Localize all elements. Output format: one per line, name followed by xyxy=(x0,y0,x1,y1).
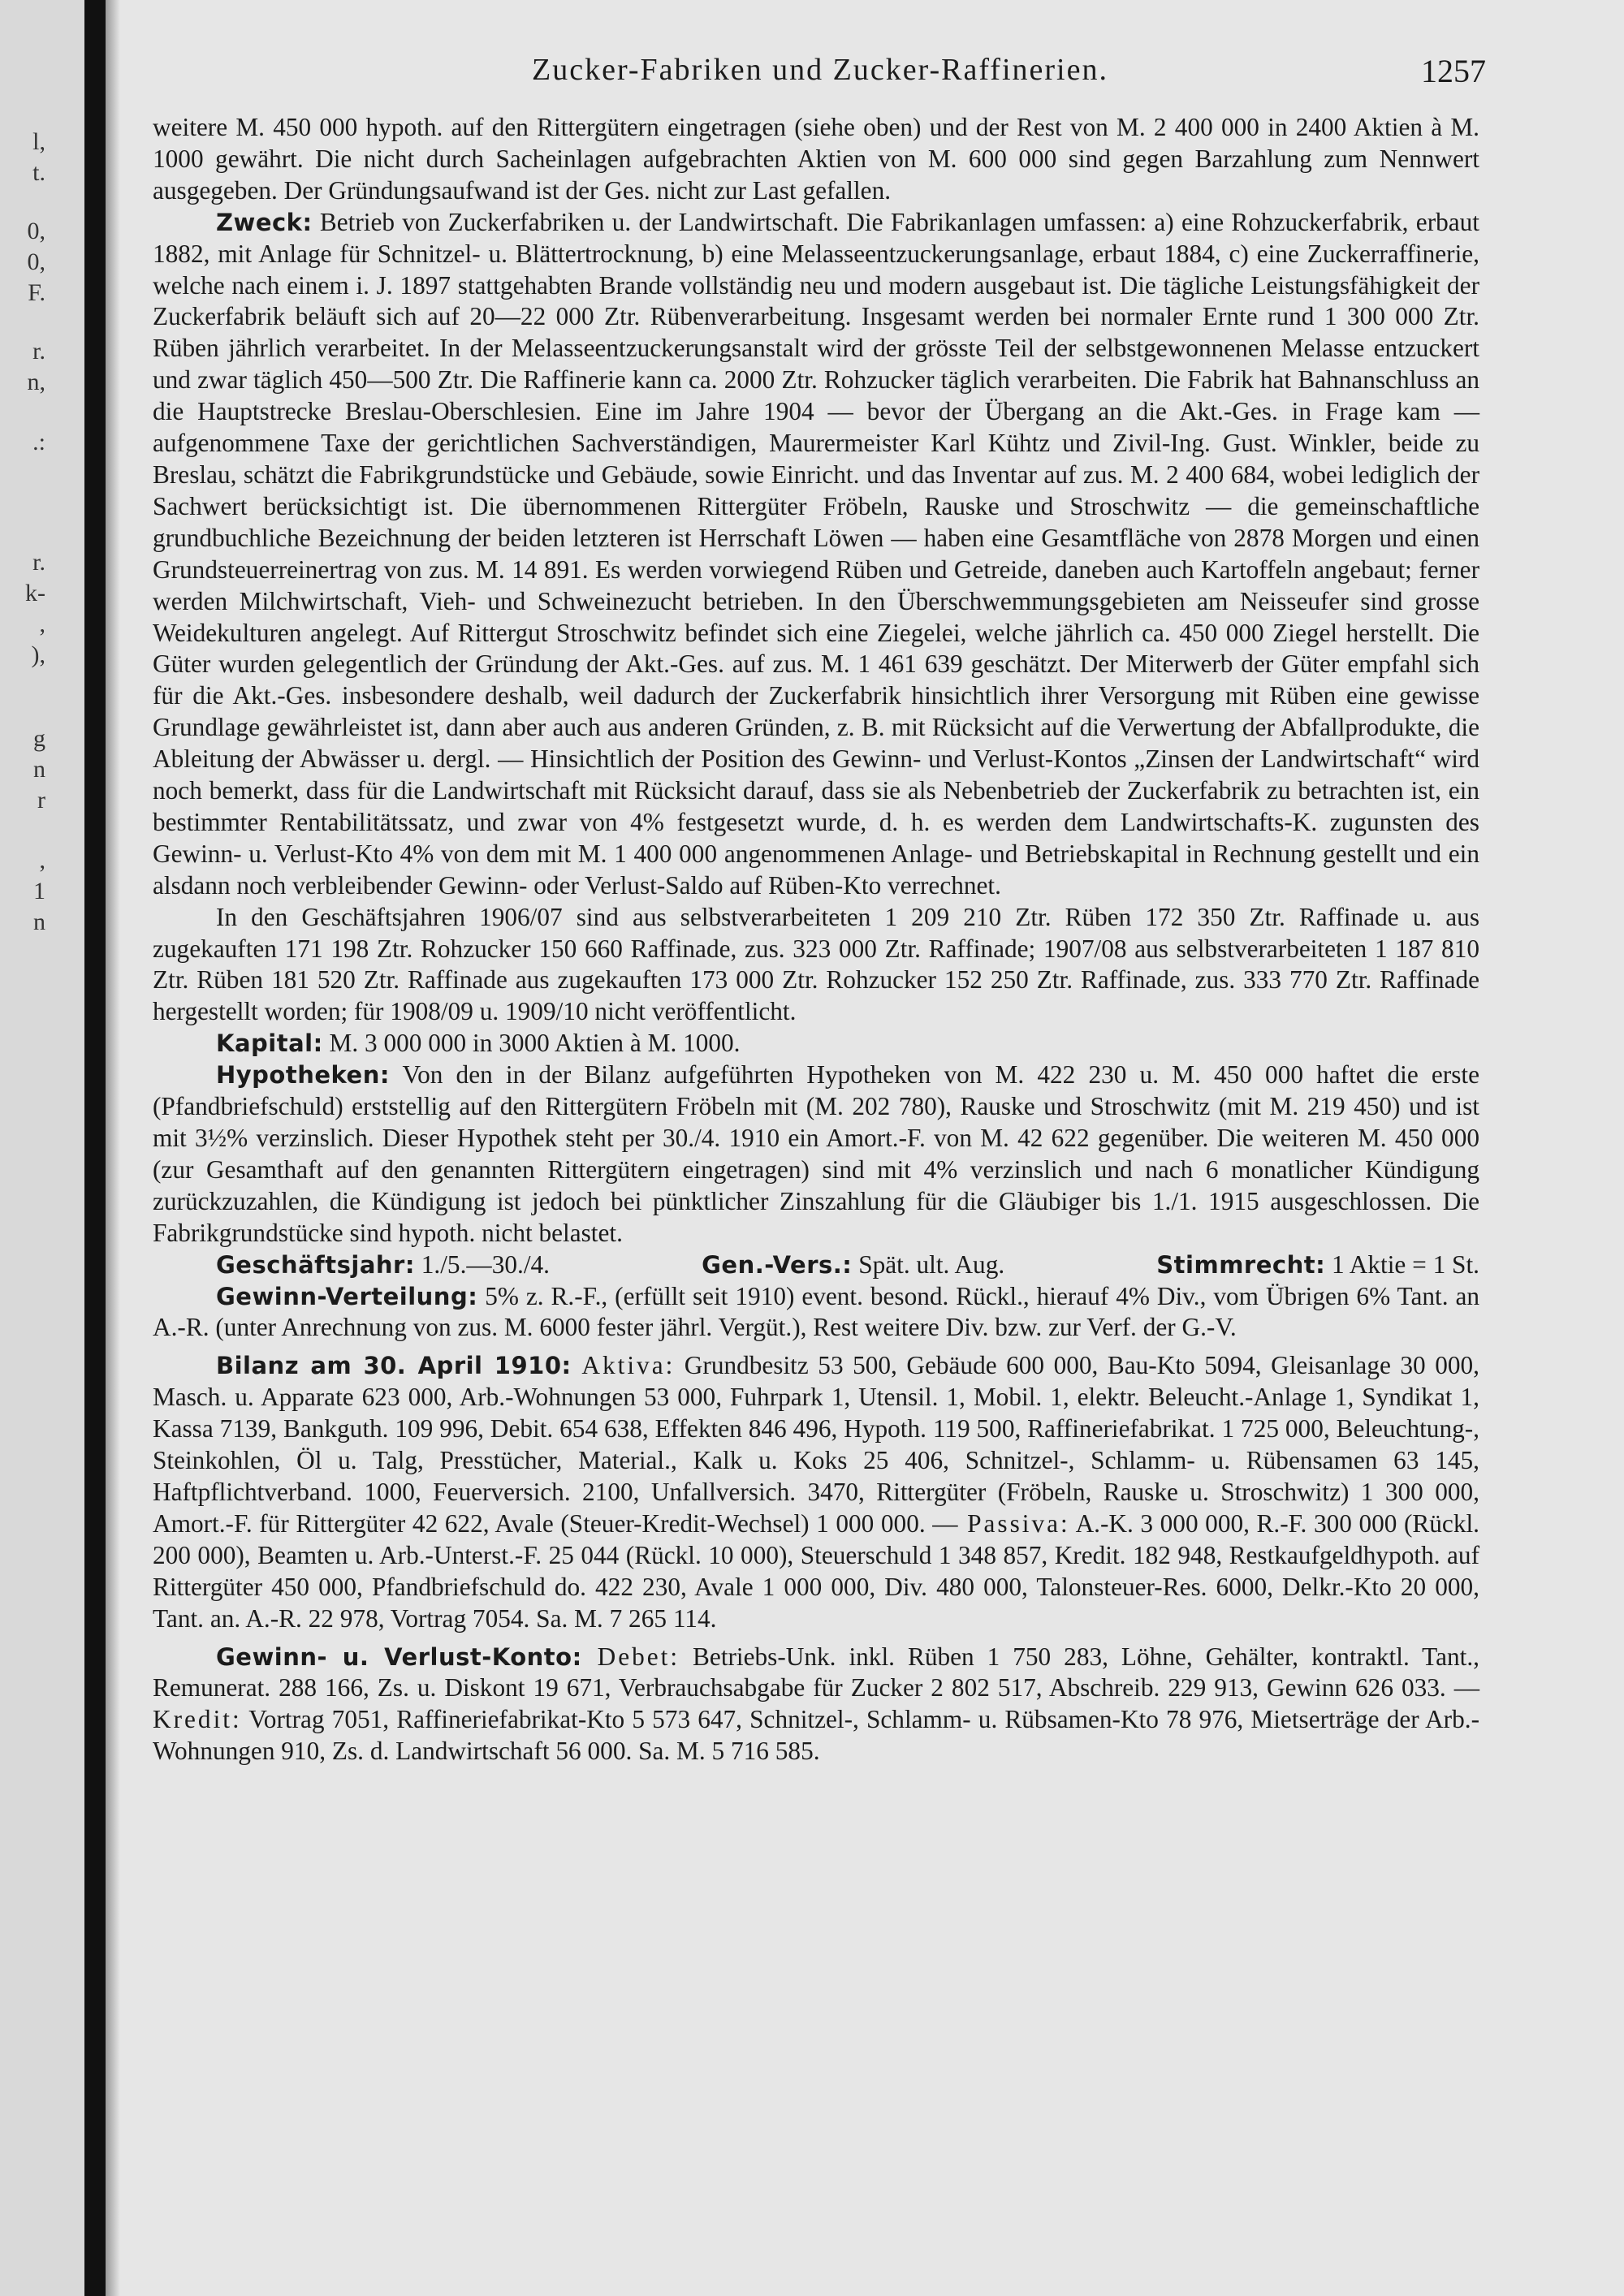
page-body xyxy=(153,112,1479,1767)
gutter-fragment: n xyxy=(33,756,45,783)
geschaeftsjahr-label: Geschäftsjahr: xyxy=(216,1250,415,1279)
paragraph-zweck: Zweck: Betrieb von Zuckerfabriken u. der Landwirtschaft. Die Fabrikanlagen umfassen: a) eine Rohzuckerfabrik, erbaut 1882, mit Anlage für Schnitzel- u. Blättertrocknung, b) eine Melasseentzuckerungsanlage, erbaut 1884, c) eine Zuckerraffinerie, welche nach einem i. J. 1897 stattgehabten Brande vollständig neu und modern ausgebaut ist. Die tägliche Leistungsfähigkeit der Zuckerfabrik beläuft sich auf 20—22 000 Ztr. Rübenverarbeitung. Insgesamt werden bei normaler Ernte rund 1 300 000 Ztr. Rüben jährlich verarbeitet. In der Melasseentzuckerungsanstalt wird der grösste Teil der selbstgewonnenen Melasse entzuckert und zwar täglich 450—500 Ztr. Die Raffinerie kann ca. 2000 Ztr. Rohzucker täglich verarbeiten. Die Fabrik hat Bahnanschluss an die Hauptstrecke Breslau-Oberschlesien. Eine im Jahre 1904 — bevor der Übergang an die Akt.-Ges. in Frage kam — aufgenommene Taxe der gerichtlichen Sachverständigen, Maurermeister Karl Kühtz und Zivil-Ing. Gust. Winkler, beide zu Breslau, schätzt die Fabrikgrundstücke und Gebäude, sowie Einricht. und das Inventar auf zus. M. 2 400 684, wobei lediglich der Sachwert berücksichtigt ist. Die übernommenen Rittergüter Fröbeln, Rauske und Stroschwitz — die gemeinschaftliche grundbuchliche Bezeichnung der beiden letzteren ist Herrschaft Löwen — haben eine Gesamtfläche von 2878 Morgen und einen Grundsteuerreinertrag von zus. M. 14 891. Es werden vorwiegend Rüben und Getreide, daneben auch Kartoffeln angebaut; ferner werden Milchwirtschaft, Vieh- und Schweinezucht betrieben. In den Überschwemmungsgebieten am Neisseufer sind grosse Weidekulturen angelegt. Auf Rittergut Stroschwitz befindet sich eine Ziegelei, welche jährlich ca. 450 000 Ziegel herstellt. Die Güter wurden gelegentlich der Gründung der Akt.-Ges. auf zus. M. 1 461 639 geschätzt. Der Miterwerb der Güter empfahl sich für die Akt.-Ges. insbesondere deshalb, weil dadurch der Zuckerfabrik hinsichtlich ihrer Versorgung mit Rüben eine gewisse Grundlage gewährleistet ist, dann aber auch aus anderen Gründen, z. B. mit Rücksicht auf die Verwertung der Abfallprodukte, die Ableitung der Abwässer u. dergl. — Hinsichtlich der Position des Gewinn- und Verlust-Kontos „Zinsen der Landwirtschaft“ wird noch bemerkt, dass für die Landwirtschaft mit Rücksicht darauf, dass sie als Nebenbetrieb der Zuckerfabrik zu betrachten ist, ein bestimmter Rentabilitätssatz, und zwar von 4% festgesetzt wurde, d. h. es werden dem Landwirtschafts-K. zugunsten des Gewinn- u. Verlust-Kto 4% von dem mit M. 1 400 000 angenommenen Anlage- und Betriebskapital in Rechnung gestellt und ein alsdann noch verbleibender Gewinn- oder Verlust-Saldo auf Rüben-Kto verrechnet. xyxy=(153,207,1479,900)
paragraph-hypotheken: Hypotheken: Von den in der Bilanz aufgeführten Hypotheken von M. 422 230 u. M. 450 000 haftet die erste (Pfandbriefschuld) erststellig auf den Rittergütern Fröbeln mit (M. 202 780), Rauske und Stroschwitz (mit M. 219 450) und ist mit 3½% verzinslich. Dieser Hypothek steht per 30./4. 1910 ein Amort.-F. von M. 42 622 gegenüber. Die weiteren M. 450 000 (zur Gesamthaft auf den genannten Rittergütern eingetragen) sind mit 4% verzinslich und nach 6 monatlicher Kündigung zurückzuzahlen, die Kündigung ist jedoch bei pünktlicher Zinszahlung für die Gläubiger bis 1./1. 1915 ausgeschlossen. Die Fabrikgrundstücke sind hypoth. nicht belastet. xyxy=(153,1060,1479,1247)
gutter-fragment: n, xyxy=(27,369,45,395)
page-number: 1257 xyxy=(1421,53,1486,89)
zweck-label: Zweck: xyxy=(216,208,313,236)
paragraph-capital-contribution: weitere M. 450 000 hypoth. auf den Rittergütern eingetragen (siehe oben) und der Rest von M. 2 400 000 in 2400 Aktien à M. 1000 gewährt. Die nicht durch Sacheinlagen aufgebrachten Aktien von M. 600 000 sind gegen Barzahlung zum Nennwert ausgegeben. Der Gründungsaufwand ist der Ges. nicht zur Last gefallen. xyxy=(153,113,1479,205)
passiva-label: Passiva: xyxy=(957,1508,1070,1538)
gutter-fragment: .: xyxy=(32,429,45,455)
paragraph-bilanz: Bilanz am 30. April 1910: Aktiva: Grundbesitz 53 500, Gebäude 600 000, Bau-Kto 5094, Gleisanlage 30 000, Masch. u. Apparate 623 000, Arb.-Wohnungen 53 000, Fuhrpark 1, Utensil. 1, Mobil. 1, elektr. Beleucht.-Anlage 1, Syndikat 1, Kassa 7139, Bankguth. 109 996, Debit. 654 638, Effekten 846 496, Hypoth. 119 500, Raffineriefabrikat. 1 725 000, Beleuchtung-, Steinkohlen, Öl u. Talg, Presstücher, Material., Kalk u. Koks 25 406, Schnitzel-, Schlamm- u. Rübensamen 63 145, Haftpflichtverband. 1000, Feuerversich. 2100, Unfallversich. 3470, Rittergüter (Fröbeln, Rauske u. Stroschwitz) 1 300 000, Amort.-F. für Rittergüter 42 622, Avale (Steuer-Kredit-Wechsel) 1 000 000. — Passiva: A.-K. 3 000 000, R.-F. 300 000 (Rückl. 200 000), Beamten u. Arb.-Unterst.-F. 25 044 (Rückl. 10 000), Steuerschuld 1 348 857, Kredit. 182 948, Restkaufgeldhypoth. auf Rittergüter 450 000, Pfandbriefschuld do. 422 230, Avale 1 000 000, Div. 480 000, Talonsteuer-Res. 6000, Delkr.-Kto 20 000, Tant. an. A.-R. 22 978, Vortrag 7054. Sa. M. 7 265 114. xyxy=(153,1351,1479,1633)
gewinn-verteilung-label: Gewinn-Verteilung: xyxy=(216,1282,478,1310)
paragraph-kapital: Kapital: M. 3 000 000 in 3000 Aktien à M. 1000. xyxy=(216,1029,741,1058)
gutter-fragment: n xyxy=(33,908,45,935)
kredit-label: Kredit: xyxy=(153,1705,242,1734)
gutter-fragment: t. xyxy=(32,159,45,186)
gutter-fragment: l, xyxy=(32,128,45,155)
stimmrecht-label: Stimmrecht: xyxy=(1156,1250,1326,1279)
debet-label: Debet: xyxy=(581,1642,680,1671)
paragraph-gewinn-verlust-konto: Gewinn- u. Verlust-Konto: Debet: Betriebs-Unk. inkl. Rüben 1 750 283, Löhne, Gehälter, kontraktl. Tant., Remunerat. 288 166, Zs. u. Diskont 19 671, Verbrauchsabgabe für Zucker 2 802 517, Abschreib. 229 913, Gewinn 626 033. — Kredit: Vortrag 7051, Raffineriefabrikat-Kto 5 573 647, Schnitzel-, Schlamm- u. Rübsamen-Kto 78 976, Mietserträge der Arb.-Wohnungen 910, Zs. d. Landwirtschaft 56 000. Sa. M. 5 716 585. xyxy=(153,1642,1479,1766)
kapital-label: Kapital: xyxy=(216,1029,323,1058)
gutter-fragment: , xyxy=(39,847,45,874)
running-title: Zucker-Fabriken und Zucker-Raffinerien. xyxy=(532,53,1108,87)
gutter-fragment: 0, xyxy=(27,248,45,275)
paragraph-gewinn-verteilung: Gewinn-Verteilung: 5% z. R.-F., (erfüllt seit 1910) event. besond. Rückl., hierauf 4% Div., vom Übrigen 6% Tant. an A.-R. (unter Anrechnung von zus. M. 6000 fester jährl. Vergüt.), Rest weitere Div. bzw. zur Verf. der G.-V. xyxy=(153,1281,1479,1342)
bilanz-label: Bilanz am 30. April 1910: xyxy=(216,1352,572,1380)
gutter-fragment: 0, xyxy=(27,218,45,244)
gutter-fragment: , xyxy=(39,611,45,637)
spine-shadow xyxy=(106,0,120,2296)
page-header xyxy=(154,52,1486,93)
gewinn-verlust-label: Gewinn- u. Verlust-Konto: xyxy=(216,1642,582,1671)
gutter-fragment: k- xyxy=(25,580,45,606)
gutter-fragment: g xyxy=(33,725,45,752)
gutter-fragment: F. xyxy=(28,279,45,306)
gutter-fragment: r. xyxy=(32,549,45,576)
hypotheken-label: Hypotheken: xyxy=(216,1061,390,1090)
gen-vers-label: Gen.-Vers.: xyxy=(702,1250,853,1279)
gutter-fragment: ), xyxy=(31,641,45,668)
gutter-fragment: r xyxy=(37,787,45,814)
paragraph-geschaeftsjahr: Geschäftsjahr: 1./5.—30./4. Gen.-Vers.: Spät. ult. Aug. Stimmrecht: 1 Aktie = 1 St. xyxy=(216,1249,1479,1279)
book-spine xyxy=(84,0,106,2296)
paragraph-production: In den Geschäftsjahren 1906/07 sind aus selbstverarbeiteten 1 209 210 Ztr. Rüben 172 350 Ztr. Raffinade u. aus zugekauften 171 198 Ztr. Rohzucker 150 660 Raffinade, zus. 323 000 Ztr. Raffinade; 1907/08 aus selbstverarbeiteten 1 187 810 Ztr. Rüben 181 520 Ztr. Raffinade aus zugekauften 173 000 Ztr. Rohzucker 152 250 Ztr. Raffinade, zus. 333 770 Ztr. Raffinade hergestellt worden; für 1908/09 u. 1909/10 nicht veröffentlicht. xyxy=(153,902,1479,1026)
aktiva-label: Aktiva: xyxy=(571,1351,676,1380)
gutter-fragment: 1 xyxy=(33,878,45,904)
gutter-fragment: r. xyxy=(32,338,45,365)
